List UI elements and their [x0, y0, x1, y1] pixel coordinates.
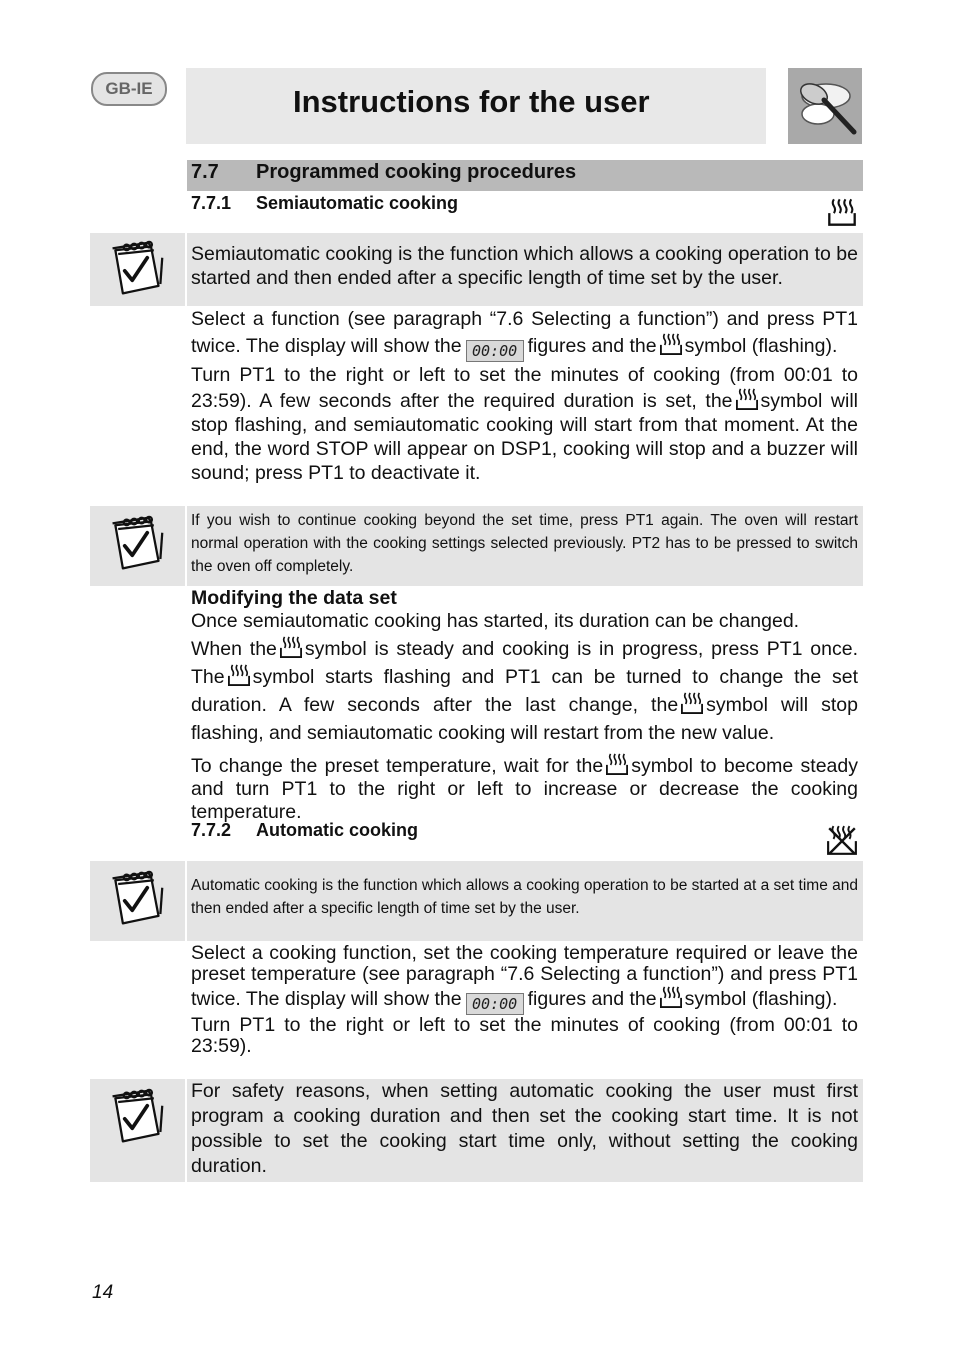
- paragraph: To change the preset temperature, wait for the symbol to become steady and turn PT1 to the right or left to increase or decrease the cooking temperature.: [191, 752, 858, 824]
- subsection-heading-automatic: [191, 820, 811, 844]
- subsection-title: Automatic cooking: [256, 820, 419, 840]
- automatic-cooking-icon: [826, 824, 858, 856]
- note-text: For safety reasons, when setting automatic cooking the user must first program a cooking duration and then set the cooking start time. It is not possible to set the cooking start time only, without setting the cooking duration.: [191, 1080, 858, 1177]
- subsection-number: 7.7.1: [191, 193, 232, 213]
- modifying-heading: Modifying the data set: [191, 587, 397, 609]
- notepad-icon: [106, 514, 166, 574]
- language-badge: GB-IE: [91, 72, 167, 106]
- note-box: [187, 233, 863, 306]
- note-box: [187, 861, 863, 941]
- subsection-number: 7.7.2: [191, 820, 232, 840]
- subsection-title: Semiautomatic cooking: [256, 193, 459, 213]
- note-icon-panel: [90, 1079, 185, 1182]
- notepad-icon: [106, 869, 166, 929]
- note-icon-panel: [90, 233, 185, 306]
- display-figures: 00:00: [466, 340, 524, 362]
- body-text-modifying: [191, 587, 858, 829]
- body-text-automatic: [191, 943, 858, 1057]
- display-figures: 00:00: [466, 993, 524, 1015]
- note-icon-panel: [90, 861, 185, 941]
- note-icon-panel: [90, 506, 185, 586]
- semiautomatic-cooking-icon: [736, 387, 758, 411]
- paragraph: Once semiautomatic cooking has started, its duration can be changed.: [191, 610, 800, 632]
- paragraph: Select a cooking function, set the cooking temperature required or leave the preset temperature (see paragraph “7.6 Selecting a function”) and press PT1 twice. The display will show the 00:00 figures and the symbol (flashing).: [191, 942, 858, 1013]
- notepad-icon: [106, 239, 166, 299]
- page-title: Instructions for the user: [293, 84, 650, 119]
- page-number: 14: [92, 1282, 114, 1303]
- section-title: Programmed cooking procedures: [256, 161, 577, 183]
- note-box: [187, 1079, 863, 1182]
- paragraph: When the symbol is steady and cooking is in progress, press PT1 once. The symbol starts flashing and PT1 can be turned to change the set duration. A few seconds after the last change, the symbol will stop flashing, and semiautomatic cooking will restart from the new value.: [191, 635, 858, 747]
- subsection-heading-semiautomatic: [191, 193, 811, 217]
- paragraph: Select a function (see paragraph “7.6 Selecting a function”) and press PT1 twice. The display will show the 00:00 figures and the symbol (flashing).: [191, 308, 858, 360]
- note-box: [187, 506, 863, 586]
- section-number: 7.7: [191, 161, 219, 183]
- semiautomatic-cooking-icon: [681, 691, 703, 715]
- semiautomatic-cooking-icon: [280, 635, 302, 659]
- semiautomatic-cooking-icon: [606, 752, 628, 776]
- body-text-semiautomatic: [191, 307, 858, 490]
- note-text: If you wish to continue cooking beyond the set time, press PT1 again. The oven will restart normal operation with the cooking settings selected previously. PT2 has to be pressed to switch the oven off completely.: [191, 512, 858, 575]
- paragraph: Turn PT1 to the right or left to set the minutes of cooking (from 00:01 to 23:59).: [191, 1014, 858, 1057]
- chef-spoon-icon: [788, 68, 862, 144]
- semiautomatic-cooking-icon: [828, 197, 856, 227]
- section-heading: [187, 160, 863, 191]
- semiautomatic-cooking-icon: [660, 985, 682, 1009]
- note-text: Semiautomatic cooking is the function which allows a cooking operation to be started and then ended after a specific length of time set by the user.: [191, 243, 858, 289]
- note-text: Automatic cooking is the function which allows a cooking operation to be started at a set time and then ended after a specific length of time set by the user.: [191, 877, 858, 917]
- page-header: [186, 68, 766, 144]
- semiautomatic-cooking-icon: [660, 332, 682, 356]
- paragraph: Turn PT1 to the right or left to set the minutes of cooking (from 00:01 to 23:59). A few seconds after the required duration is set, the symbol will stop flashing, and semiautomatic cooking will start from that moment. At the end, the word STOP will appear on DSP1, cooking will stop and a buzzer will sound; press PT1 to deactivate it.: [191, 364, 858, 484]
- semiautomatic-cooking-icon: [228, 663, 250, 687]
- notepad-icon: [106, 1087, 166, 1147]
